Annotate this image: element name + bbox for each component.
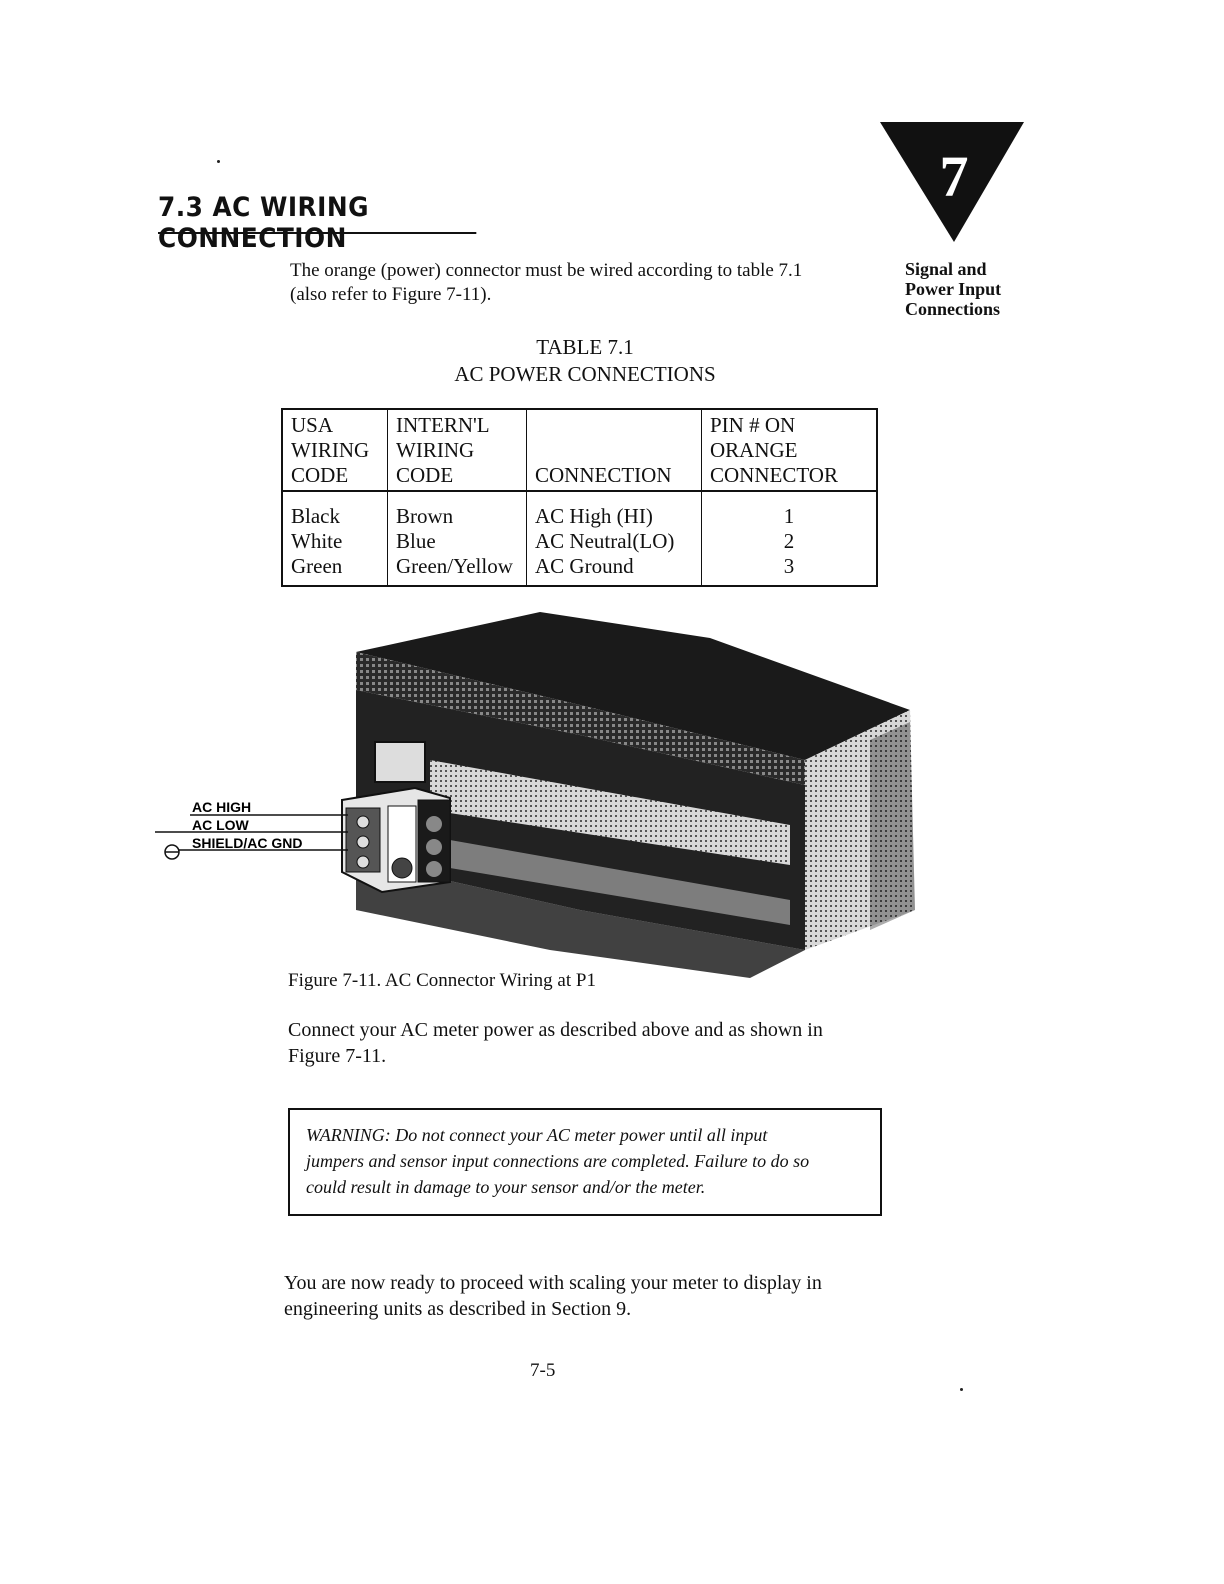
table-title: TABLE 7.1 — [536, 335, 634, 359]
ac-power-table — [281, 408, 878, 587]
paragraph-line: Figure 7-11. — [288, 1045, 387, 1067]
paragraph-line: You are now ready to proceed with scaling your meter to display in — [284, 1272, 822, 1294]
cell-text: AC Neutral(LO) — [535, 529, 675, 553]
next-step-paragraph — [284, 1270, 894, 1322]
intro-line: (also refer to Figure 7-11). — [290, 284, 492, 305]
cell-text: Blue — [396, 529, 436, 553]
warning-line: WARNING: Do not connect your AC meter power until all input — [306, 1125, 768, 1145]
margin-note — [905, 259, 1035, 319]
cell-text: 2 — [783, 529, 795, 553]
page-number: 7-5 — [530, 1360, 556, 1381]
cell-text: Green — [291, 554, 343, 578]
header-usa-code — [282, 409, 388, 491]
cell-text: White — [291, 529, 343, 553]
warning-text — [306, 1122, 866, 1200]
instruction-paragraph — [288, 1017, 888, 1069]
scan-speck — [217, 160, 220, 163]
margin-note-line: Connections — [905, 299, 1001, 319]
label-ac-low: AC LOW — [192, 817, 249, 833]
table-header-row — [282, 409, 877, 491]
header-intl-code — [388, 409, 527, 491]
section-heading: 7.3 AC WIRING CONNECTION — [158, 192, 476, 234]
header-text: WIRING — [396, 438, 475, 462]
header-text: CONNECTION — [535, 463, 672, 487]
header-text: PIN # ON — [710, 413, 796, 437]
cell-text: Black — [291, 504, 340, 528]
table-row — [282, 491, 877, 586]
header-text: CODE — [396, 463, 454, 487]
paragraph-line: Connect your AC meter power as described above and as shown in — [288, 1019, 823, 1041]
usa-code-cell — [282, 491, 388, 586]
margin-note-line: Power Input — [905, 279, 1002, 299]
meter-connector-illustration — [150, 610, 930, 1000]
table-caption — [380, 334, 790, 388]
figure-caption: Figure 7-11. AC Connector Wiring at P1 — [288, 970, 596, 991]
connection-cell — [527, 491, 702, 586]
header-text: WIRING — [291, 438, 370, 462]
chapter-triangle-icon — [878, 120, 1028, 245]
cell-text: 1 — [783, 504, 795, 528]
scan-speck — [960, 1388, 963, 1391]
cell-text: AC High (HI) — [535, 504, 653, 528]
intl-code-cell — [388, 491, 527, 586]
intro-paragraph — [290, 259, 890, 307]
header-text: USA — [291, 413, 334, 437]
label-ac-high: AC HIGH — [192, 799, 252, 815]
label-shield-gnd: SHIELD/AC GND — [192, 835, 303, 851]
warning-box — [288, 1108, 882, 1216]
header-connection — [527, 409, 702, 491]
header-pin — [702, 409, 878, 491]
cell-text: Green/Yellow — [396, 554, 513, 578]
warning-line: jumpers and sensor input connections are completed. Failure to do so — [306, 1151, 810, 1171]
warning-line: could result in damage to your sensor and/or the meter. — [306, 1177, 706, 1197]
cell-text: AC Ground — [535, 554, 634, 578]
header-text: CODE — [291, 463, 349, 487]
table-subtitle: AC POWER CONNECTIONS — [454, 362, 716, 386]
header-text: INTERN'L — [396, 413, 490, 437]
cell-text: 3 — [783, 554, 795, 578]
chapter-number: 7 — [939, 144, 969, 209]
chapter-tab — [878, 120, 1028, 245]
pin-cell — [702, 491, 878, 586]
margin-note-line: Signal and — [905, 259, 987, 279]
header-text: CONNECTOR — [710, 463, 838, 487]
paragraph-line: engineering units as described in Section 9. — [284, 1298, 632, 1320]
header-text: ORANGE — [710, 438, 798, 462]
connector-figure — [150, 610, 930, 1000]
intro-line: The orange (power) connector must be wired according to table 7.1 — [290, 260, 803, 281]
cell-text: Brown — [396, 504, 454, 528]
